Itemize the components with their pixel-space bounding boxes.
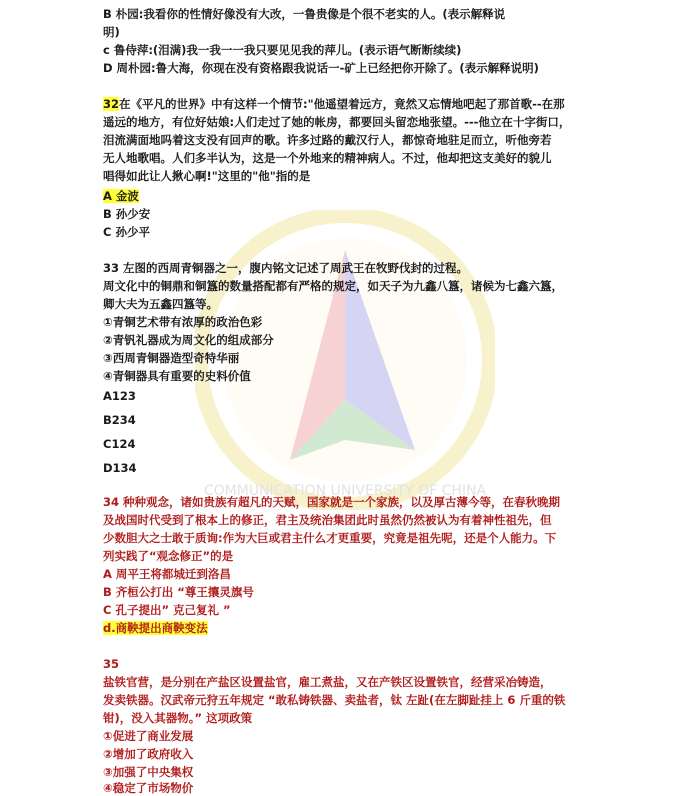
q34-option-c: C 孔子提出” 克己复礼 ” [103, 603, 231, 617]
q32-text-1: 在《平凡的世界》中有这样一个情节:"他遥望着远方，竟然又忘情地吧起了那首歌--在那 [119, 97, 565, 111]
q35-statement-3: ③加强了中央集权 [103, 765, 194, 779]
q33-option-b: B234 [103, 413, 136, 427]
q33-line-1: 33 左图的西周青铜器之一，腹内铭文记述了周武王在牧野伐封的过程。 [103, 261, 469, 275]
q33-line-2: 周文化中的铜鼎和铜簋的数量搭配都有严格的规定，如天子为九鑫八簋，诸候为七鑫六簋， [103, 279, 563, 293]
q32-number: 32 [103, 97, 120, 111]
q32-line-1 [103, 96, 583, 112]
q34-option-a: A 周平王将都城迁到洛昌 [103, 567, 231, 581]
q33-statement-4: ④青铜器具有重要的史料价值 [103, 369, 251, 383]
q32-line-3: 泪流满面地吗着这支没有回声的歌。许多过路的戴汉行人，都惊奇地驻足而立，听他旁若 [103, 133, 552, 147]
q35-line-3: 钳)，没入其器物。” 这项政策 [103, 711, 253, 725]
q34-option-b: B 齐桓公打出 “尊王攘灵旗号 [103, 585, 254, 599]
q35-statement-4: ④稳定了市场物价 [103, 781, 194, 795]
q32-option-b: B 孙少安 [103, 207, 151, 221]
q33-statement-3: ③西周青铜器造型奇特华丽 [103, 351, 240, 365]
q35-number: 35 [103, 657, 120, 671]
q32-line-5: 唱得如此让人揪心啊!"这里的"他"指的是 [103, 169, 311, 183]
q32-option-a-text: A 金波 [103, 189, 139, 203]
q33-statement-1: ①青铜艺术带有浓厚的政治色彩 [103, 315, 263, 329]
q32-option-c: C 孙少平 [103, 225, 150, 239]
q34-line-2: 及战国时代受到了根本上的修正，君主及统治集团此时虽然仍然被认为有着神性祖先，但 [103, 513, 552, 527]
option-d-line: D 周朴园:鲁大海，你现在没有资格跟我说话一-矿上已经把你开除了。(表示解释说明) [103, 61, 539, 75]
q32-option-a [103, 188, 583, 204]
q33-option-c: C124 [103, 437, 136, 451]
watermark-text: COMMUNICATION UNIVERSITY OF CHINA [203, 483, 487, 499]
q34-line-4: 列实践了“观念修正”的是 [103, 549, 234, 563]
q33-option-d: D134 [103, 461, 137, 475]
q34-line-3: 少数胆大之士敢于质询:作为大巨或君主什么才更重要，究竟是祖先呢，还是个人能力。下 [103, 531, 557, 545]
option-b-line-2: 明) [103, 25, 120, 39]
q33-line-3: 卿大夫为五鑫四簋等。 [103, 297, 218, 311]
q35-line-1: 盐铁官营，是分别在产盐区设置盐官，雇工煮盐，又在产铁区设置铁官，经营采冶铸造， [103, 675, 552, 689]
q32-line-4: 无人地歌唱。人们多半认为，这是一个外地来的精神病人。不过，他却把这支美好的貌儿 [103, 151, 552, 165]
q35-statement-2: ②增加了政府收入 [103, 747, 194, 761]
q35-statement-1: ①促进了商业发展 [103, 729, 194, 743]
q33-option-a: A123 [103, 389, 136, 403]
option-b-line-1: B 朴园:我看你的性情好像没有大改，一鲁贵像是个很不老实的人。(表示解释说 [103, 7, 506, 21]
q34-option-d-text: d.商鞅提出商鞅变法 [103, 621, 208, 635]
q34-option-d [103, 620, 583, 636]
q33-statement-2: ②青钒礼器成为周文化的组成部分 [103, 333, 274, 347]
q34-line-1: 34 种种观念，诸如贵族有超凡的天赋，国家就是一个家族，以及厚古薄今等，在春秋晚期 [103, 495, 561, 509]
q35-line-2: 发卖铁器。汉武帝元狩五年规定 “敢私铸铁器、卖盐者，钛 左趾(在左脚趾挂上 6 斤重的铁 [103, 693, 566, 707]
q32-line-2: 遥远的地方，有位好姑娘:人们走过了她的帐房，都要回头留恋地张望。---他立在十字街口， [103, 115, 571, 129]
option-c-line: c 鲁侍萍:(泪满)我一我一一我只要见见我的萍儿。(表示语气断断续续) [103, 43, 462, 57]
